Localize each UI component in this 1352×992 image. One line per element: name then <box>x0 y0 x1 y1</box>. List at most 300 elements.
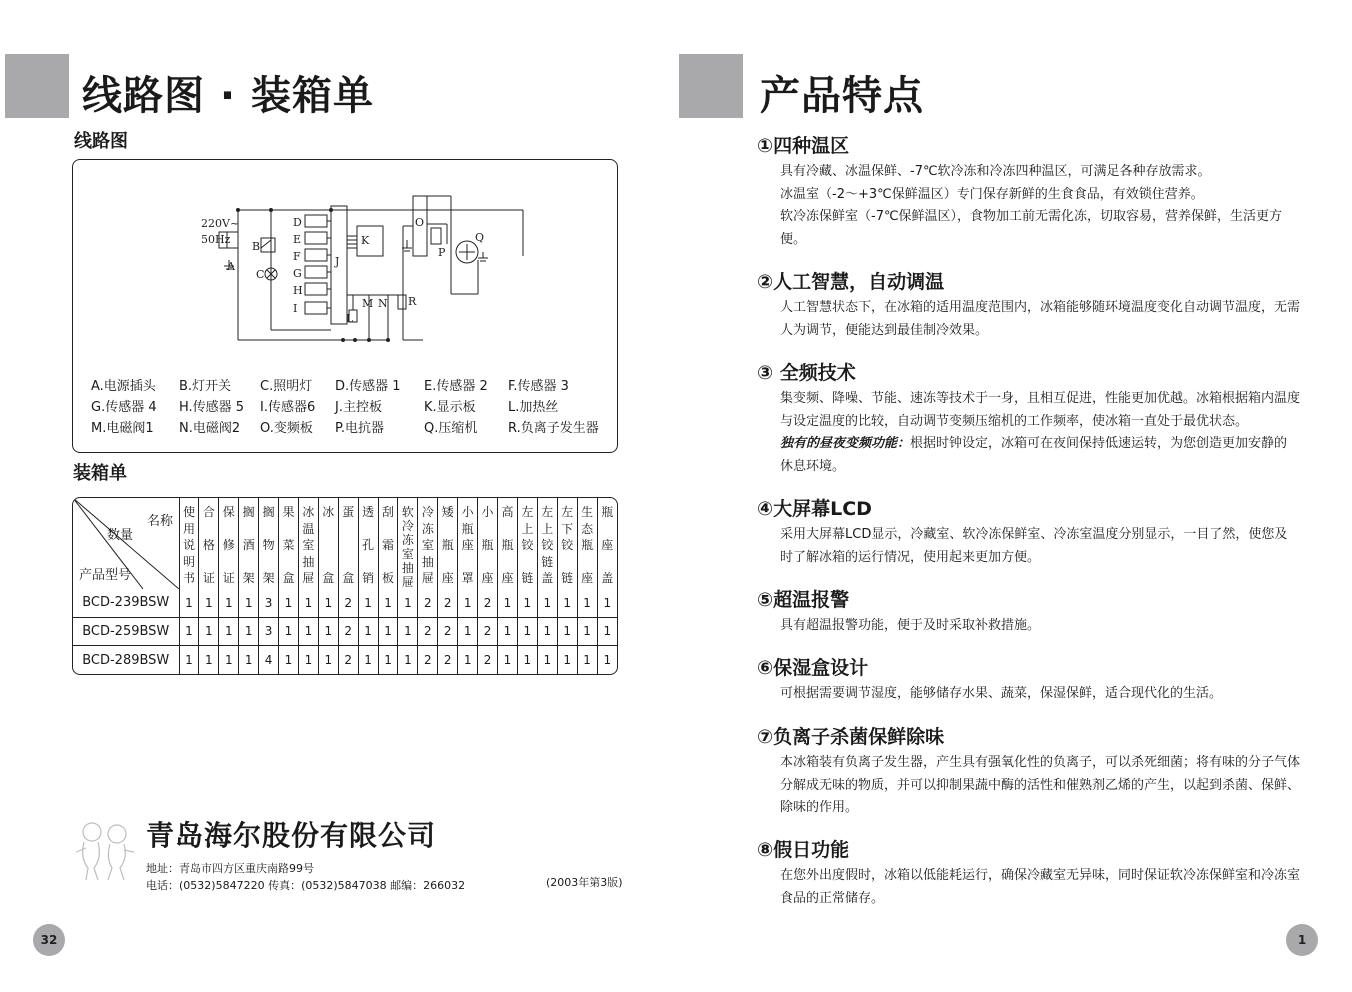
circuit-diagram-box <box>72 159 618 453</box>
column-header-char: 链 <box>541 554 554 569</box>
feature-title: ④大屏幕LCD <box>757 498 872 520</box>
legend-item: K.显示板 <box>424 400 476 415</box>
packing-column-header <box>239 498 259 589</box>
column-header-char <box>379 555 398 569</box>
quantity-cell: 1 <box>458 589 478 617</box>
quantity-cell: 1 <box>597 589 617 617</box>
packing-column-header <box>219 498 239 589</box>
packing-column-header <box>179 498 199 589</box>
column-header-char: 冰 <box>302 505 315 519</box>
column-header-char: 冻 <box>421 521 434 536</box>
packing-column-header <box>577 498 597 589</box>
column-header-char: 铰 <box>541 538 554 552</box>
table-row <box>73 589 617 617</box>
legend-row <box>91 418 611 439</box>
column-header-char: 瓶 <box>581 538 594 552</box>
feature-highlight: 独有的昼夜变频功能： <box>780 436 911 451</box>
column-header-char: 室 <box>401 547 414 561</box>
column-header-char: 软 <box>401 505 414 519</box>
packing-corner-cell <box>73 498 179 589</box>
column-header-char: 瓶 <box>461 521 474 536</box>
quantity-cell: 1 <box>239 589 259 617</box>
quantity-cell: 2 <box>438 589 458 617</box>
quantity-cell: 1 <box>179 617 199 646</box>
column-header-char: 室 <box>421 538 434 552</box>
feature-text: 采用大屏幕LCD显示，冷藏室、软冷冻保鲜室、冷冻室温度分别显示，一目了然，使您及时了解冰箱的运行情况，使用起来更加方便。 <box>780 527 1288 565</box>
feature-title: ⑥保湿盒设计 <box>757 657 869 679</box>
quantity-cell: 1 <box>199 646 219 674</box>
quantity-cell: 2 <box>418 589 438 617</box>
column-header-text <box>518 505 537 585</box>
column-header-text <box>359 505 378 585</box>
quantity-cell: 1 <box>398 589 418 617</box>
column-header-char: 座 <box>461 538 474 552</box>
feature-body <box>780 297 1300 342</box>
quantity-cell: 1 <box>279 617 299 646</box>
legend-item: Q.压缩机 <box>424 421 478 436</box>
quantity-cell: 1 <box>537 646 557 674</box>
quantity-cell: 2 <box>478 646 498 674</box>
feature-paragraph <box>780 752 1300 820</box>
packing-column-header <box>378 498 398 589</box>
column-header-char: 链 <box>561 571 574 585</box>
circuit-label-b: B <box>252 240 261 253</box>
column-header-char <box>339 538 358 552</box>
feature-text: 冰温室（-2～+3℃保鲜温区）专门保存新鲜的生食食品，有效锁住营养。 <box>780 186 1204 202</box>
packing-column-header <box>537 498 557 589</box>
right-page-number: 1 <box>1286 924 1318 956</box>
quantity-cell: 2 <box>338 646 358 674</box>
column-header-char: 用 <box>182 521 195 536</box>
column-header-char: 瓶 <box>481 538 494 552</box>
circuit-label-j: J <box>335 255 340 268</box>
right-page-title: 产品特点 <box>760 73 924 119</box>
column-header-char: 座 <box>441 571 454 585</box>
column-header-text <box>538 505 557 585</box>
legend-item: L.加热丝 <box>508 400 559 415</box>
packing-column-header <box>398 498 418 589</box>
quantity-cell: 1 <box>199 589 219 617</box>
feature-paragraph <box>780 161 1300 184</box>
quantity-cell: 2 <box>338 589 358 617</box>
feature-body <box>780 161 1300 251</box>
quantity-cell: 2 <box>418 617 438 646</box>
quantity-cell: 1 <box>298 617 318 646</box>
column-header-char: 说 <box>182 538 195 552</box>
quantity-cell: 1 <box>498 617 518 646</box>
quantity-cell: 1 <box>577 646 597 674</box>
legend-item: O.变频板 <box>260 421 313 436</box>
column-header-char: 物 <box>262 538 275 552</box>
column-header-char: 透 <box>362 505 375 519</box>
quantity-cell: 1 <box>517 646 537 674</box>
quantity-cell: 1 <box>498 589 518 617</box>
packing-column-header <box>418 498 438 589</box>
column-header-char: 抽 <box>401 561 414 575</box>
column-header-char <box>578 555 597 569</box>
column-header-char: 矮 <box>441 505 454 519</box>
quantity-cell: 1 <box>358 646 378 674</box>
column-header-char <box>359 522 378 536</box>
column-header-text <box>438 505 457 585</box>
packing-column-header <box>597 498 617 589</box>
column-header-char: 链 <box>521 571 534 585</box>
quantity-cell: 1 <box>179 646 199 674</box>
quantity-cell: 1 <box>239 646 259 674</box>
circuit-label-e: E <box>293 233 302 246</box>
legend-item: J.主控板 <box>335 400 382 415</box>
quantity-cell: 3 <box>259 617 279 646</box>
column-header-char: 铰 <box>561 538 574 552</box>
circuit-label-i: I <box>293 302 298 315</box>
quantity-cell: 1 <box>239 617 259 646</box>
column-header-text <box>398 505 417 589</box>
circuit-label-m: M <box>362 297 374 310</box>
circuit-voltage-label: 220V~ <box>201 217 240 230</box>
legend-item: A.电源插头 <box>91 379 156 394</box>
feature-text: 具有冷藏、冰温保鲜、-7℃软冷冻和冷冻四种温区，可满足各种存放需求。 <box>780 164 1211 179</box>
column-header-char <box>498 555 517 569</box>
quantity-cell: 1 <box>537 617 557 646</box>
circuit-label-c: C <box>256 268 265 281</box>
column-header-char <box>319 522 338 536</box>
column-header-char: 左 <box>541 505 554 519</box>
column-header-char: 下 <box>561 521 574 536</box>
column-header-char: 屉 <box>421 571 434 585</box>
legend-item: G.传感器 4 <box>91 400 157 415</box>
legend-item: I.传感器6 <box>260 400 316 415</box>
right-title-block <box>679 54 743 118</box>
column-header-char: 座 <box>481 571 494 585</box>
column-header-char: 铰 <box>521 538 534 552</box>
column-header-char <box>259 555 278 569</box>
column-header-char <box>339 555 358 569</box>
circuit-label-r: R <box>408 295 417 308</box>
legend-item: C.照明灯 <box>260 379 313 394</box>
feature-body <box>780 615 1300 638</box>
column-header-char: 盒 <box>282 571 295 585</box>
corner-name-label: 名称 <box>147 514 174 529</box>
column-header-char <box>219 555 238 569</box>
legend-item: N.电磁阀2 <box>179 421 241 436</box>
column-header-text <box>498 505 517 585</box>
circuit-label-h: H <box>293 284 303 297</box>
feature-title: ⑧假日功能 <box>757 839 850 861</box>
quantity-cell: 1 <box>557 589 577 617</box>
feature-text: 本冰箱装有负离子发生器，产生具有强氧化性的负离子，可以杀死细菌；将有味的分子气体分解成无味的物质，并可以抑制果蔬中酶的活性和催熟剂乙烯的产生，以起到杀菌、保鲜、除味的作用。 <box>780 755 1301 815</box>
packing-column-header <box>279 498 299 589</box>
column-header-char: 盖 <box>601 571 614 585</box>
legend-item: P.电抗器 <box>335 421 384 436</box>
column-header-char: 座 <box>601 538 614 552</box>
feature-text: 在您外出度假时，冰箱以低能耗运行，确保冷藏室无异味，同时保证软冷冻保鲜室和冷冻室食品的正常储存。 <box>780 868 1301 906</box>
quantity-cell: 1 <box>577 589 597 617</box>
column-header-char: 格 <box>202 538 215 552</box>
column-header-text <box>180 505 199 585</box>
quantity-cell: 1 <box>378 646 398 674</box>
legend-item: E.传感器 2 <box>424 379 488 394</box>
table-row <box>73 646 617 674</box>
column-header-char: 高 <box>501 505 514 519</box>
model-cell: BCD-259BSW <box>73 617 179 646</box>
packing-column-header <box>458 498 478 589</box>
packing-column-header <box>338 498 358 589</box>
column-header-char: 瓶 <box>501 538 514 552</box>
quantity-cell: 1 <box>179 589 199 617</box>
feature-title: ②人工智慧，自动调温 <box>757 271 945 293</box>
column-header-char: 果 <box>282 505 295 519</box>
quantity-cell: 1 <box>597 646 617 674</box>
column-header-char: 搁 <box>242 505 255 519</box>
column-header-char: 瓶 <box>601 505 614 519</box>
feature-text: 软冷冻保鲜室（-7℃保鲜温区），食物加工前无需化冻，切取容易，营养保鲜，生活更方便。 <box>780 209 1283 247</box>
column-header-char: 冻 <box>401 533 414 547</box>
column-header-char: 左 <box>561 505 574 519</box>
circuit-label-q: Q <box>475 231 485 244</box>
feature-body <box>780 524 1300 569</box>
feature-title: ⑤超温报警 <box>757 589 850 611</box>
quantity-cell: 4 <box>259 646 279 674</box>
column-header-char: 书 <box>182 571 195 585</box>
column-header-char: 修 <box>222 538 235 552</box>
column-header-char: 孔 <box>362 538 375 552</box>
column-header-char: 室 <box>302 538 315 552</box>
column-header-char: 保 <box>222 505 235 519</box>
circuit-freq-label: 50Hz <box>201 233 231 246</box>
column-header-char: 屉 <box>401 575 414 589</box>
column-header-char <box>279 555 298 569</box>
column-header-char <box>379 522 398 536</box>
haier-brothers-logo <box>72 818 138 884</box>
circuit-label-f: F <box>293 250 301 263</box>
quantity-cell: 1 <box>577 617 597 646</box>
circuit-label-o: O <box>415 216 425 229</box>
column-header-char: 板 <box>382 571 395 585</box>
packing-list-table-box <box>72 497 618 675</box>
column-header-text <box>458 505 477 585</box>
packing-column-header <box>358 498 378 589</box>
feature-paragraph <box>780 184 1300 207</box>
column-header-char: 小 <box>481 505 494 519</box>
column-header-char <box>558 555 577 569</box>
column-header-char <box>199 555 218 569</box>
column-header-char <box>259 522 278 536</box>
circuit-label-g: G <box>293 267 302 280</box>
left-page-title: 线路图 · 装箱单 <box>82 73 375 119</box>
company-address: 地址：青岛市四方区重庆南路99号 <box>146 862 314 875</box>
column-header-char: 座 <box>501 571 514 585</box>
quantity-cell: 2 <box>438 646 458 674</box>
quantity-cell: 1 <box>537 589 557 617</box>
feature-paragraph <box>780 206 1300 251</box>
column-header-char: 温 <box>302 521 315 536</box>
column-header-char <box>598 555 617 569</box>
left-title-block <box>5 54 69 118</box>
quantity-cell: 1 <box>458 646 478 674</box>
column-header-char <box>458 555 477 569</box>
packing-column-header <box>259 498 279 589</box>
packing-column-header <box>478 498 498 589</box>
packing-column-header <box>298 498 318 589</box>
column-header-text <box>239 505 258 585</box>
column-header-char: 盖 <box>541 571 554 585</box>
circuit-label-d: D <box>293 216 302 229</box>
quantity-cell: 2 <box>338 617 358 646</box>
column-header-char <box>319 555 338 569</box>
column-header-char: 酒 <box>242 538 255 552</box>
column-header-char <box>598 522 617 536</box>
column-header-char: 座 <box>581 571 594 585</box>
packing-column-header <box>517 498 537 589</box>
feature-paragraph <box>780 615 1300 638</box>
quantity-cell: 1 <box>318 589 338 617</box>
quantity-cell: 1 <box>318 617 338 646</box>
quantity-cell: 1 <box>458 617 478 646</box>
column-header-char: 冷 <box>401 519 414 533</box>
packing-column-header <box>318 498 338 589</box>
column-header-char <box>239 522 258 536</box>
column-header-char: 上 <box>541 521 554 536</box>
corner-model-label: 产品型号 <box>79 568 132 583</box>
quantity-cell: 2 <box>438 617 458 646</box>
column-header-char: 小 <box>461 505 474 519</box>
circuit-label-k: K <box>361 234 370 247</box>
column-header-text <box>279 505 298 585</box>
quantity-cell: 2 <box>418 646 438 674</box>
packing-heading: 装箱单 <box>73 463 127 484</box>
column-header-char: 搁 <box>262 505 275 519</box>
circuit-label-l: L <box>346 312 354 325</box>
legend-item: D.传感器 1 <box>335 379 401 394</box>
company-contact: 电话：(0532)5847220 传真：(0532)5847038 邮编：266032 <box>146 879 466 892</box>
feature-body <box>780 388 1300 478</box>
quantity-cell: 1 <box>517 617 537 646</box>
quantity-cell: 1 <box>557 646 577 674</box>
quantity-cell: 1 <box>597 617 617 646</box>
packing-column-header <box>438 498 458 589</box>
packing-column-header <box>557 498 577 589</box>
quantity-cell: 1 <box>378 589 398 617</box>
legend-item: F.传感器 3 <box>508 379 569 394</box>
quantity-cell: 2 <box>478 589 498 617</box>
column-header-text <box>558 505 577 585</box>
column-header-text <box>199 505 218 585</box>
quantity-cell: 1 <box>219 589 239 617</box>
model-cell: BCD-289BSW <box>73 646 179 674</box>
company-name: 青岛海尔股份有限公司 <box>146 819 437 852</box>
column-header-char <box>438 555 457 569</box>
column-header-char: 证 <box>202 571 215 585</box>
circuit-heading: 线路图 <box>74 131 128 152</box>
legend-item: M.电磁阀1 <box>91 421 154 436</box>
circuit-legend <box>91 376 611 439</box>
feature-text: 具有超温报警功能，便于及时采取补救措施。 <box>780 618 1041 633</box>
column-header-char: 冰 <box>322 505 335 519</box>
column-header-char: 屉 <box>302 571 315 585</box>
column-header-text <box>478 505 497 585</box>
feature-body <box>780 865 1300 910</box>
feature-body <box>780 752 1300 820</box>
column-header-text <box>299 505 318 585</box>
quantity-cell: 1 <box>298 646 318 674</box>
quantity-cell: 1 <box>517 589 537 617</box>
column-header-char: 使 <box>182 505 195 519</box>
quantity-cell: 1 <box>298 589 318 617</box>
column-header-text <box>379 505 398 585</box>
quantity-cell: 1 <box>398 617 418 646</box>
column-header-char: 证 <box>222 571 235 585</box>
feature-paragraph <box>780 683 1300 706</box>
column-header-char <box>498 522 517 536</box>
left-page-number: 32 <box>33 924 65 956</box>
column-header-char: 罩 <box>461 571 474 585</box>
legend-item: H.传感器 5 <box>179 400 245 415</box>
legend-item: B.灯开关 <box>179 379 232 394</box>
feature-text: 人工智慧状态下，在冰箱的适用温度范围内，冰箱能够随环境温度变化自动调节温度，无需人为调节，便能达到最佳制冷效果。 <box>780 300 1301 338</box>
column-header-char <box>219 522 238 536</box>
feature-paragraph <box>780 433 1300 478</box>
quantity-cell: 1 <box>498 646 518 674</box>
column-header-text <box>219 505 238 585</box>
feature-text: 可根据需要调节湿度，能够储存水果、蔬菜，保湿保鲜，适合现代化的生活。 <box>780 686 1223 701</box>
column-header-char <box>199 522 218 536</box>
legend-row <box>91 376 611 397</box>
quantity-cell: 1 <box>219 646 239 674</box>
column-header-char: 销 <box>362 571 375 585</box>
table-row <box>73 617 617 646</box>
column-header-text <box>598 505 617 585</box>
feature-paragraph <box>780 524 1300 569</box>
packing-column-header <box>199 498 219 589</box>
column-header-char: 盒 <box>322 571 335 585</box>
feature-title: ③ 全频技术 <box>757 362 856 384</box>
quantity-cell: 1 <box>279 589 299 617</box>
quantity-cell: 1 <box>219 617 239 646</box>
column-header-char: 明 <box>182 554 195 569</box>
column-header-text <box>418 505 437 585</box>
corner-qty-label: 数量 <box>107 528 134 543</box>
column-header-char: 架 <box>262 571 275 585</box>
column-header-text <box>319 505 338 585</box>
feature-title: ⑦负离子杀菌保鲜除味 <box>757 726 945 748</box>
quantity-cell: 1 <box>358 589 378 617</box>
column-header-char: 上 <box>521 521 534 536</box>
column-header-char: 抽 <box>302 554 315 569</box>
column-header-char <box>518 555 537 569</box>
feature-paragraph <box>780 388 1300 433</box>
column-header-char: 刮 <box>382 505 395 519</box>
circuit-label-p: P <box>438 246 446 259</box>
legend-item: R.负离子发生器 <box>508 421 599 436</box>
feature-body <box>780 683 1300 706</box>
feature-paragraph <box>780 865 1300 910</box>
model-cell: BCD-239BSW <box>73 589 179 617</box>
column-header-char <box>319 538 338 552</box>
quantity-cell: 1 <box>398 646 418 674</box>
quantity-cell: 1 <box>358 617 378 646</box>
circuit-label-n: N <box>378 297 388 310</box>
feature-text: 根据时钟设定，冰箱可在夜间保持低速运转，为您创造更加安静的休息环境。 <box>780 436 1288 474</box>
column-header-char <box>478 522 497 536</box>
circuit-label-a: A <box>227 260 235 273</box>
column-header-char: 态 <box>581 521 594 536</box>
packing-header-row <box>73 498 617 589</box>
feature-paragraph <box>780 297 1300 342</box>
quantity-cell: 1 <box>557 617 577 646</box>
column-header-char <box>438 522 457 536</box>
column-header-char <box>239 555 258 569</box>
column-header-char <box>339 522 358 536</box>
